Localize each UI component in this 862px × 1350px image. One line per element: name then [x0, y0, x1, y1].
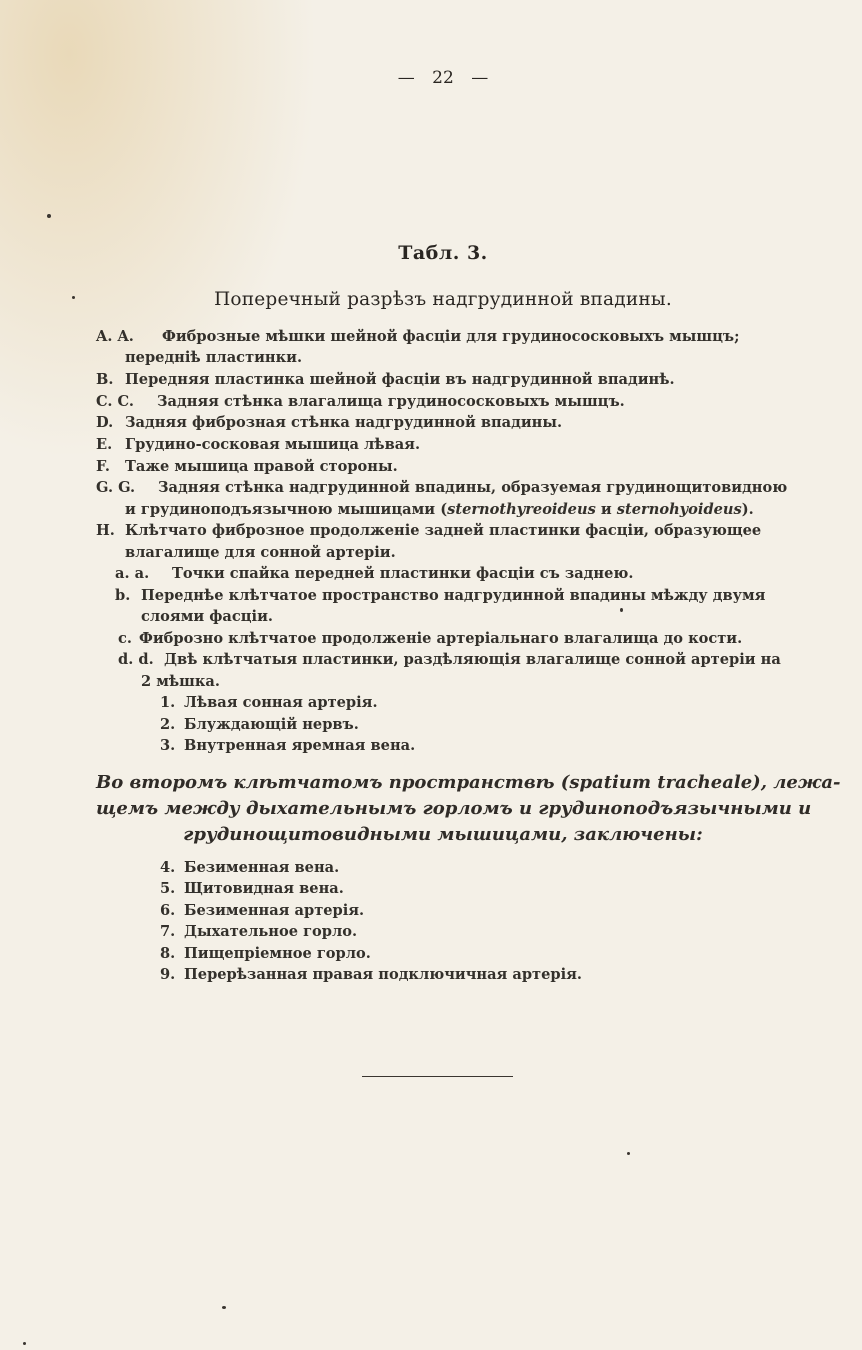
italic-paragraph-line-2: щемъ между дыхательнымъ горломъ и грудиноподъязычными и: [96, 798, 812, 819]
entry-G-line-2: [125, 501, 754, 518]
entry-D-line-1: Задняя фиброзная стѣнка надгрудинной впадины.: [125, 414, 563, 431]
italic-paragraph-line-3: грудинощитовидными мышицами, заключены:: [183, 824, 703, 845]
entry-H-label: H.: [96, 522, 115, 539]
entry-b-line-2: слоями фасціи.: [141, 608, 274, 625]
entry-d-line-2: 2 мѣшка.: [141, 673, 220, 690]
entry-G-line-1: Задняя стѣнка надгрудинной впадины, образуемая грудинощитовидною: [158, 479, 788, 496]
entry-F-label: F.: [96, 458, 110, 475]
page-number-value: 22: [432, 68, 454, 88]
numbered-item-7-text: Дыхательное горло.: [184, 923, 358, 940]
entry-G-line-2-text: и грудиноподъязычною мышицами (: [125, 501, 448, 518]
entry-c-line-1: Фиброзно клѣтчатое продолженіе артеріальнаго влагалища до кости.: [139, 630, 743, 647]
paper-speck: [620, 608, 623, 612]
entry-G-italic-1: sternothyreoideus: [447, 501, 596, 518]
numbered-item-5-text: Щитовидная вена.: [184, 880, 344, 897]
paper-speck: [23, 1342, 26, 1345]
numbered-item-1-text: Лѣвая сонная артерія.: [184, 694, 378, 711]
entry-G-tail: ).: [741, 501, 754, 518]
entry-a-label: a. a.: [115, 565, 150, 582]
entry-G-italic-2: sternohyoideus: [616, 501, 742, 518]
entry-d-label: d. d.: [118, 651, 154, 668]
entry-B-label: B.: [96, 371, 114, 388]
entry-b-line-1: Переднѣе клѣтчатое пространство надгрудинной впадины мѣжду двумя: [141, 587, 766, 604]
paper-speck: [72, 296, 75, 299]
entry-A-line-2: передніѣ пластинки.: [125, 349, 303, 366]
paper-speck: [627, 1152, 630, 1155]
entry-B-line-1: Передняя пластинка шейной фасціи въ надгрудинной впадинѣ.: [125, 371, 675, 388]
numbered-item-2-num: 2.: [160, 716, 176, 733]
closing-rule: [362, 1076, 513, 1077]
entry-b-label: b.: [115, 587, 131, 604]
page-number: [0, 68, 862, 88]
numbered-item-8-num: 8.: [160, 945, 176, 962]
entry-C-label: C. C.: [96, 393, 134, 410]
numbered-item-2-text: Блуждающій нервъ.: [184, 716, 359, 733]
paper-speck: [222, 1306, 226, 1309]
table-subtitle: Поперечный разрѣзъ надгрудинной впадины.: [214, 289, 672, 310]
page-number-dash-right: —: [471, 68, 489, 88]
numbered-item-4-num: 4.: [160, 859, 176, 876]
entry-G-mid: и: [595, 501, 617, 518]
paper-speck: [47, 214, 51, 218]
entry-A-line-1: Фиброзные мѣшки шейной фасціи для грудинососковыхъ мышцъ;: [162, 328, 740, 345]
numbered-item-7-num: 7.: [160, 923, 176, 940]
entry-G-label: G. G.: [96, 479, 136, 496]
entry-a-line-1: Точки спайка передней пластинки фасціи съ заднею.: [172, 565, 634, 582]
numbered-item-9-num: 9.: [160, 966, 176, 983]
entry-A-label: A. A.: [96, 328, 134, 345]
entry-D-label: D.: [96, 414, 114, 431]
numbered-item-1-num: 1.: [160, 694, 176, 711]
table-title: Табл. 3.: [398, 242, 488, 264]
entry-c-label: c.: [118, 630, 132, 647]
entry-E-line-1: Грудино-сосковая мышица лѣвая.: [125, 436, 421, 453]
numbered-item-6-num: 6.: [160, 902, 176, 919]
numbered-item-4-text: Безименная вена.: [184, 859, 340, 876]
numbered-item-5-num: 5.: [160, 880, 176, 897]
page-number-dash-left: —: [397, 68, 415, 88]
numbered-item-3-text: Внутренная яремная вена.: [184, 737, 416, 754]
numbered-item-3-num: 3.: [160, 737, 176, 754]
numbered-item-6-text: Безименная артерія.: [184, 902, 365, 919]
numbered-item-9-text: Перерѣзанная правая подключичная артерія.: [184, 966, 582, 983]
italic-paragraph: [96, 770, 841, 848]
italic-paragraph-line-1: Во второмъ клѣтчатомъ пространствѣ (spatium tracheale), лежа-: [96, 772, 841, 793]
entry-H-line-1: Клѣтчато фиброзное продолженіе задней пластинки фасціи, образующее: [125, 522, 762, 539]
entry-d-line-1: Двѣ клѣтчатыя пластинки, раздѣляющія влагалище сонной артеріи на: [164, 651, 781, 668]
entry-F-line-1: Таже мышица правой стороны.: [125, 458, 398, 475]
entry-E-label: E.: [96, 436, 113, 453]
numbered-item-8-text: Пищепріемное горло.: [184, 945, 371, 962]
entry-C-line-1: Задняя стѣнка влагалища грудинососковыхъ мышцъ.: [157, 393, 625, 410]
entry-H-line-2: влагалище для сонной артеріи.: [125, 544, 396, 561]
